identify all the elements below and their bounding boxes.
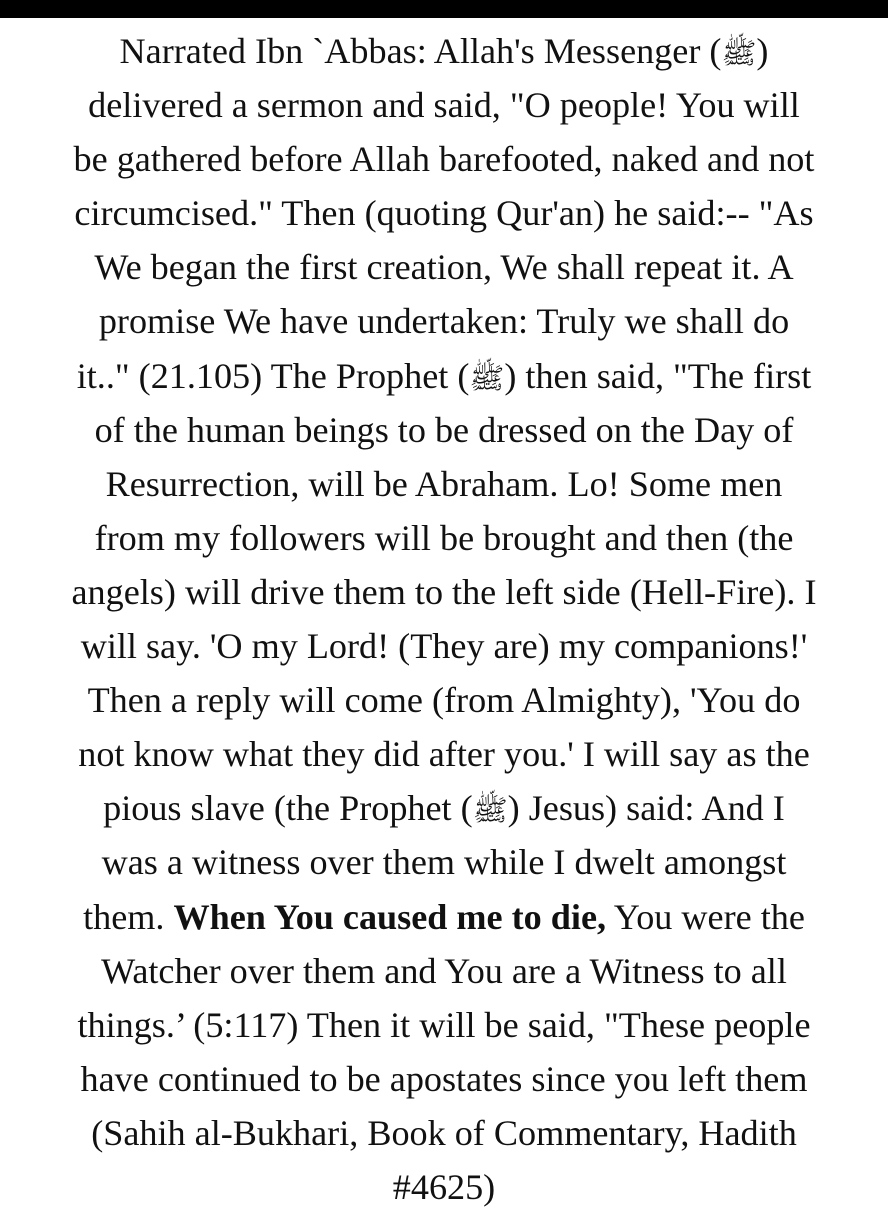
bold-phrase: When You caused me to die, (173, 896, 607, 937)
text-line (0, 511, 888, 565)
text-segment: ) then said, "The first (504, 355, 812, 396)
text-line (0, 1052, 888, 1106)
top-bar (0, 0, 888, 18)
text-line (0, 781, 888, 835)
text-line (0, 835, 888, 889)
text-segment: Resurrection, will be Abraham. Lo! Some men (105, 463, 783, 504)
pbuh-honorific: ﷺ (469, 362, 505, 395)
text-segment: will say. 'O my Lord! (They are) my companions!' (80, 626, 808, 667)
text-segment: pious slave (the Prophet ( (103, 788, 473, 829)
text-segment: from my followers will be brought and then (the (94, 517, 794, 558)
text-line (0, 998, 888, 1052)
text-segment: of the human beings to be dressed on the Day of (94, 409, 794, 450)
text-line (0, 132, 888, 186)
text-line (0, 1160, 888, 1214)
hadith-text (0, 24, 888, 1207)
text-segment: Narrated Ibn `Abbas: Allah's Messenger ( (119, 31, 722, 71)
text-line (0, 619, 888, 673)
text-line (0, 240, 888, 294)
text-line (0, 673, 888, 727)
text-line (0, 944, 888, 998)
text-line (0, 457, 888, 511)
text-line (0, 186, 888, 240)
text-segment: delivered a sermon and said, "O people! You will (88, 85, 800, 126)
text-segment: was a witness over them while I dwelt amongst (101, 842, 787, 883)
text-line (0, 294, 888, 348)
text-segment: have continued to be apostates since you left them (80, 1058, 808, 1099)
text-segment: (Sahih al-Bukhari, Book of Commentary, Hadith (91, 1112, 797, 1153)
text-line (0, 727, 888, 781)
text-line (0, 78, 888, 132)
text-segment: We began the first creation, We shall repeat it. A (94, 247, 794, 288)
text-segment: #4625) (392, 1166, 496, 1207)
text-segment: Watcher over them and You are a Witness to all (101, 950, 787, 991)
text-line (0, 403, 888, 457)
text-segment: ) (756, 31, 769, 71)
text-line (0, 565, 888, 619)
text-segment: it.." (21.105) The Prophet ( (76, 355, 470, 396)
text-line (0, 349, 888, 403)
text-segment: promise We have undertaken: Truly we shall do (98, 301, 790, 342)
text-segment: circumcised." Then (quoting Qur'an) he said:-- "As (74, 193, 814, 234)
text-segment: be gathered before Allah barefooted, naked and not (73, 139, 815, 180)
text-line (0, 24, 888, 78)
text-segment: ) Jesus) said: And I (507, 788, 785, 829)
text-segment: Then a reply will come (from Almighty), 'You do (87, 680, 801, 721)
text-segment: angels) will drive them to the left side (Hell-Fire). I (71, 571, 817, 612)
text-line (0, 1106, 888, 1160)
text-line (0, 890, 888, 944)
text-segment: them. (83, 896, 174, 937)
text-segment: things.’ (5:117) Then it will be said, "These people (77, 1004, 811, 1045)
pbuh-honorific: ﷺ (472, 795, 508, 828)
pbuh-honorific: ﷺ (721, 38, 757, 70)
text-segment: not know what they did after you.' I will say as the (78, 734, 810, 775)
text-segment: You were the (606, 896, 805, 937)
